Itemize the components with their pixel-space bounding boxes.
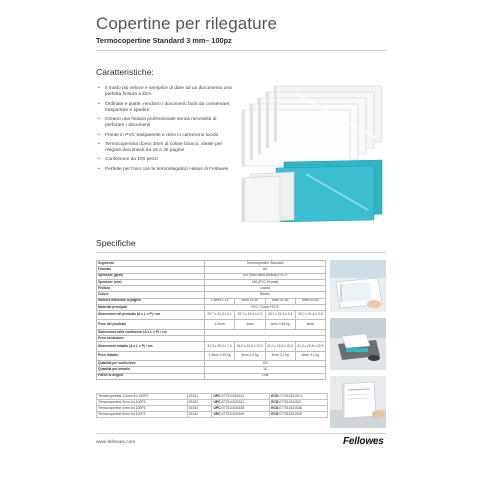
spec-row <box>97 342 326 351</box>
spec-value: PVC / Carta FSC® <box>205 304 326 310</box>
bound-document-photo <box>330 376 386 428</box>
ecs-code-label: ECS: <box>271 405 280 410</box>
spec-value: - <box>205 336 326 342</box>
laminator-machine-photo <box>330 318 386 370</box>
code-row <box>97 412 328 418</box>
spec-value: 3mm 3,0 kg <box>235 351 265 360</box>
upc-code-label: UPC: <box>213 399 222 404</box>
spec-label: Spessore (mic) <box>97 279 205 285</box>
product-photo <box>236 84 386 222</box>
spec-value: 10 <box>205 367 326 373</box>
spec-label: Dimensioni del prodotto (A x L x P) / cm <box>97 311 205 320</box>
feature-item: • Confezione da 100 pezzi <box>98 157 232 163</box>
ecs-code-value: 077511531545 <box>279 411 302 416</box>
spec-row <box>97 373 326 379</box>
ecs-code-label: ECS: <box>271 393 280 398</box>
spec-label: Peso del prodotto <box>97 320 205 329</box>
upc-code-value: 077511531545 <box>221 411 245 416</box>
divider <box>96 433 386 434</box>
spec-label: Colore <box>97 292 205 298</box>
product-name: Termocopertine 1,5mm A4 100PZ <box>97 394 188 400</box>
spec-value: A4 <box>205 267 326 273</box>
brand-logo: Fellowes <box>343 436 384 447</box>
upc-code-value: 077511531521 <box>221 399 245 404</box>
spec-value: 3mm 16-30 <box>235 298 265 304</box>
upc-code-label: UPC: <box>213 405 222 410</box>
feature-item: • Creano una finitura professionale senza necessità di perforare i documenti <box>98 117 232 129</box>
spec-value: 29,7 x 21,3 x 0,4 <box>265 311 295 320</box>
spec-value: 4mm 31-45 <box>265 298 295 304</box>
features-list <box>98 86 232 176</box>
product-code: 53152 <box>187 400 212 406</box>
spec-value: 31,0 x 22,5 x 22,0 <box>265 342 295 351</box>
spec-row <box>97 311 326 320</box>
spec-label: Formato <box>97 267 205 273</box>
spec-label: Dimensioni della confezione (A x L x P) / cm <box>97 329 205 335</box>
spec-value: 31,0 x 22,0 x 22,0 <box>235 342 265 351</box>
spec-value: Bianco <box>205 292 326 298</box>
spec-value: Lucida <box>205 286 326 292</box>
spec-label: Numero massimo di pagine <box>97 298 205 304</box>
ecs-code-label: ECS: <box>271 411 280 416</box>
ecs-code-value: 077511531521 <box>279 399 302 404</box>
ecs-code-label: ECS: <box>271 399 280 404</box>
features-heading: Caratteristiche: <box>96 67 154 77</box>
website-url: www.fellowes.com <box>96 440 136 445</box>
spec-label: Peso imballo <box>97 351 205 360</box>
spec-table <box>96 260 326 380</box>
spec-value: 29,7 x 21,0 x 0,3 <box>235 311 265 320</box>
divider <box>96 252 386 253</box>
product-codes-table <box>96 393 328 418</box>
page-subtitle: Termocopertine Standard 3 mm– 100pz <box>96 36 232 45</box>
upc-code-value: 077511531514 <box>221 393 245 398</box>
spec-value: 6mm 44-60 <box>295 298 325 304</box>
spec-label: Dimensioni imballo (A x L x P) / cm <box>97 342 205 351</box>
upc-code-value: 077511531538 <box>221 405 245 410</box>
spec-value: 100 <box>205 361 326 367</box>
spec-label: Segmento <box>97 261 205 267</box>
upc-code-label: UPC: <box>213 411 222 416</box>
spec-value: 1,5mm <box>205 320 235 329</box>
spec-label: Quantità per confezione <box>97 361 205 367</box>
upc-code-label: UPC: <box>213 393 222 398</box>
feature-item: • Ordinate e piatte, rendono i documenti facili da conservare, trasportare e spedire <box>98 102 232 114</box>
product-name: Termocopertine 3mm A4 100PZ <box>97 400 188 406</box>
spec-value: 31,0 x 22,5 x 22,5 <box>295 342 325 351</box>
spec-value: Termocopertine Standard <box>205 261 326 267</box>
spec-value: 1,5mm 1-15 <box>205 298 235 304</box>
spec-row <box>97 320 326 329</box>
spec-label: Materiali principali <box>97 304 205 310</box>
feature-item: • Fronte in PVC trasparente e retro in cartoncino lucido <box>98 133 232 139</box>
spec-value: 4mm 3,1 kg <box>265 351 295 360</box>
spec-value: 200 (retro della scheda) FSC® <box>205 273 326 279</box>
spec-value: 29,7 x 21,5 x 0,6 <box>295 311 325 320</box>
product-name: Termocopertine 4mm A4 100PZ <box>97 406 188 412</box>
spec-value: 4mm 0,63 kg <box>265 320 295 329</box>
spec-value: 6mm <box>295 320 325 329</box>
spec-label: Spessore (gsm) <box>97 273 205 279</box>
page-title: Copertine per rilegature <box>96 14 277 33</box>
feature-item: • Perfette per l'uso con le termorilegatrici Helios di Fellowes <box>98 167 232 173</box>
spec-value: 3mm <box>235 320 265 329</box>
feature-item: • Il modo più veloce e semplice di dare ad un documento una perfetta finitura a libro <box>98 86 232 98</box>
spec-value: 150 (PVC Frontal) <box>205 279 326 285</box>
product-code: 53153 <box>187 406 212 412</box>
spec-value: 1,5mm 2,93 kg <box>205 351 235 360</box>
spec-row <box>97 351 326 360</box>
spec-value: 31,0 x 30,0 x 7,0 <box>205 342 235 351</box>
spec-label: Paese di origine <box>97 373 205 379</box>
ecs-code-value: 077511531514 <box>279 393 302 398</box>
spec-label: Quantità per imballo <box>97 367 205 373</box>
spec-label: Peso confezione <box>97 336 205 342</box>
product-code: 53151 <box>187 394 212 400</box>
ecs-code <box>270 412 328 418</box>
spec-value: - <box>205 329 326 335</box>
specs-heading: Specifiche <box>96 238 136 248</box>
product-usage-photo <box>330 260 386 312</box>
spec-value: Cina <box>205 373 326 379</box>
product-code: 53154 <box>187 412 212 418</box>
divider <box>96 50 386 51</box>
spec-value: 29,7 x 21,0 x 0,1 <box>205 311 235 320</box>
spec-label: Finitura <box>97 286 205 292</box>
spec-value: 6mm 3,1 kg <box>295 351 325 360</box>
upc-code <box>212 412 270 418</box>
ecs-code-value: 077511531538 <box>279 405 302 410</box>
product-name: Termocopertine 6mm A4 100PZ <box>97 412 188 418</box>
feature-item: • Termocopertina dorso 3mm di colore bianco, ideale per rilegare documenti da 16 a 30 pagine <box>98 142 232 154</box>
